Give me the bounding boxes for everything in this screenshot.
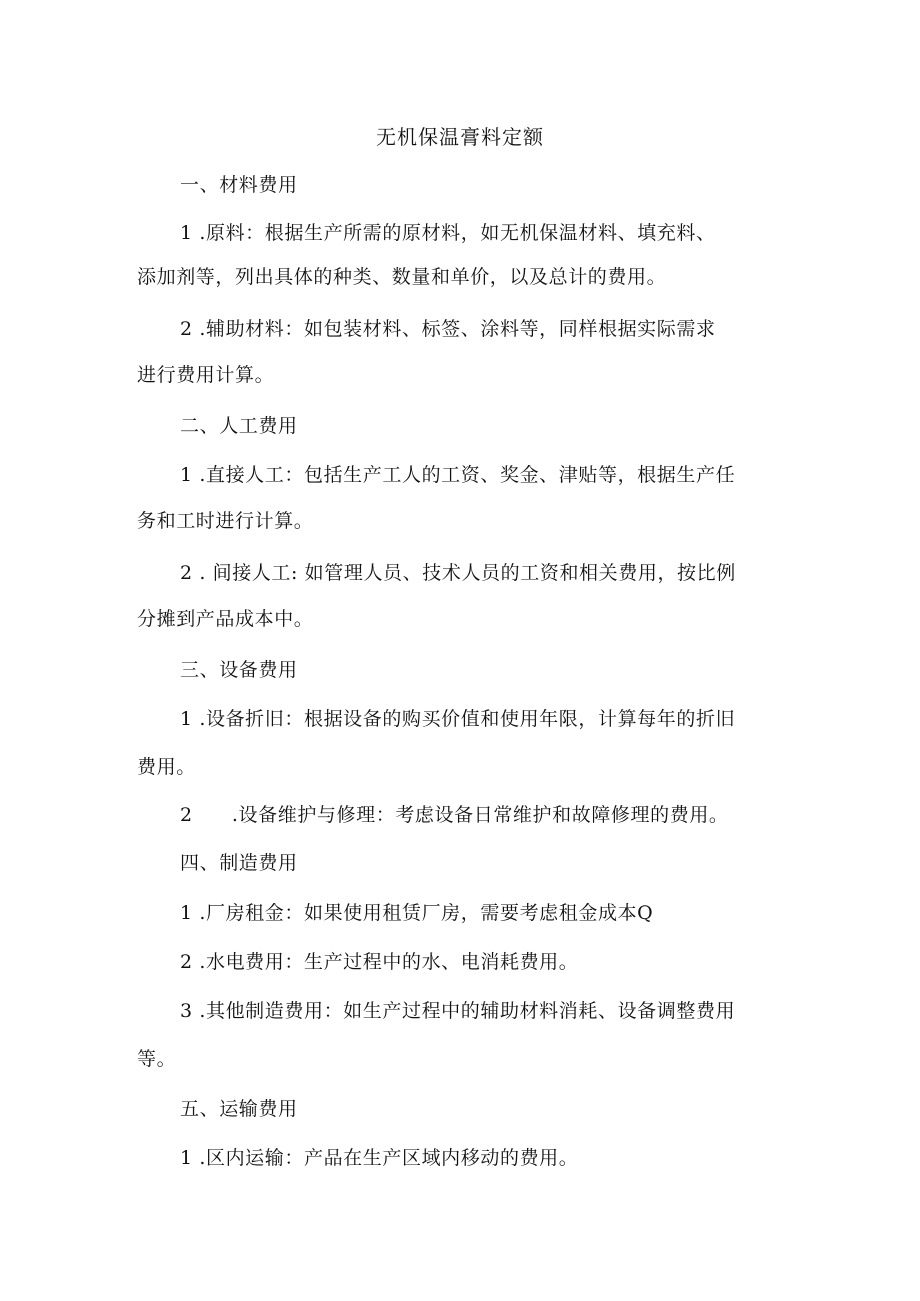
paragraph-line: 1 .厂房租金：如果使用租赁厂房，需要考虑租金成本Q xyxy=(180,902,654,924)
paragraph-line: 2 .辅助材料：如包装材料、标签、涂料等，同样根据实际需求 xyxy=(180,318,716,340)
section-heading: 三、设备费用 xyxy=(180,659,298,681)
paragraph-line: 进行费用计算。 xyxy=(137,364,275,386)
section-heading: 二、人工费用 xyxy=(180,415,298,437)
paragraph-line: 1 .设备折旧：根据设备的购买价值和使用年限，计算每年的折旧 xyxy=(180,708,736,730)
paragraph-line: 2 .水电费用：生产过程中的水、电消耗费用。 xyxy=(180,951,579,973)
section-heading: 五、运输费用 xyxy=(180,1098,298,1120)
paragraph-line: 等。 xyxy=(137,1048,177,1070)
paragraph-line: 1 .直接人工：包括生产工人的工资、奖金、津贴等，根据生产任 xyxy=(180,464,736,486)
section-heading: 四、制造费用 xyxy=(180,852,298,874)
paragraph-line: 务和工时进行计算。 xyxy=(137,510,314,532)
section-heading: 一、材料费用 xyxy=(180,174,298,196)
paragraph-line: 2 . 间接人工: 如管理人员、技术人员的工资和相关费用，按比例 xyxy=(180,562,736,584)
paragraph-line: 添加剂等，列出具体的种类、数量和单价，以及总计的费用。 xyxy=(137,266,667,288)
paragraph-line: 费用。 xyxy=(137,756,196,778)
paragraph-line: 3 .其他制造费用：如生产过程中的辅助材料消耗、设备调整费用 xyxy=(180,1000,736,1022)
paragraph-line: 1 .区内运输：产品在生产区域内移动的费用。 xyxy=(180,1147,579,1169)
paragraph-line: 2 .设备维护与修理：考虑设备日常维护和故障修理的费用。 xyxy=(180,804,729,826)
paragraph-line: 分摊到产品成本中。 xyxy=(137,608,314,630)
document-title: 无机保温膏料定额 xyxy=(376,125,544,149)
paragraph-line: 1 .原料：根据生产所需的原材料，如无机保温材料、填充料、 xyxy=(180,222,716,244)
